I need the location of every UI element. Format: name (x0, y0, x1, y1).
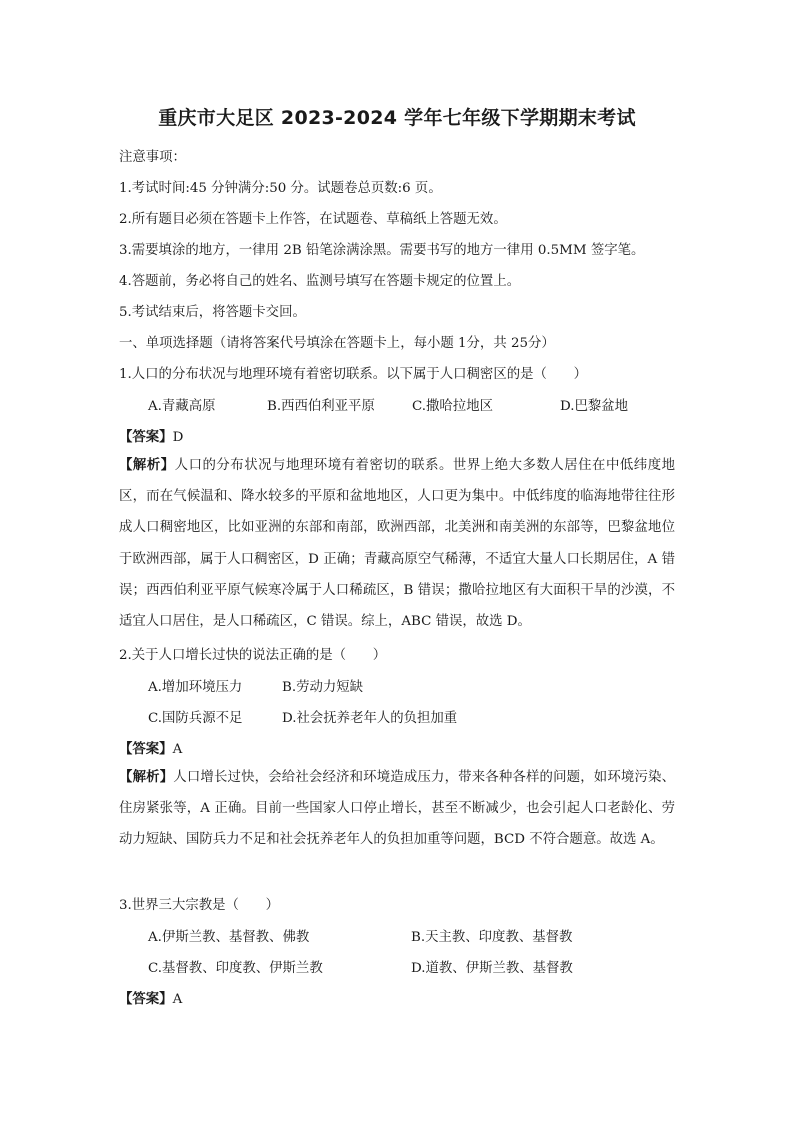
question-stem: 2.关于人口增长过快的说法正确的是（ ） (119, 648, 387, 663)
question-stem: 3.世界三大宗教是（ ） (119, 898, 280, 913)
section-heading: 一、单项选择题（请将答案代号填涂在答题卡上，每小题 1分，共 25分） (119, 336, 555, 351)
option-a: A.增加环境压力 (148, 680, 243, 695)
answer-value: A (172, 992, 183, 1007)
notice-item: 4.答题前，务必将自己的姓名、监测号填写在答题卡规定的位置上。 (119, 274, 521, 289)
answer-line (119, 738, 679, 757)
option-a: A.青藏高原 (148, 399, 216, 414)
option-c: C.基督教、印度教、伊斯兰教 (148, 961, 323, 976)
answer-tag: 【答案】 (119, 992, 173, 1007)
notice-item: 1.考试时间:45 分钟满分:50 分。试题卷总页数:6 页。 (119, 181, 442, 196)
option-d: D.道教、伊斯兰教、基督教 (411, 961, 573, 976)
analysis-text: 人口的分布状况与地理环境有着密切的联系。世界上绝大多数人居住在中低纬度地区，而在气候温和、降水较多的平原和盆地地区，人口更为集中。中低纬度的临海地带往往形成人口稠密地区，比如亚洲的东部和南部，欧洲西部，北美洲和南美洲的东部等，巴黎盆地位于欧洲西部，属于人口稠密区，D 正确；青藏高原空气稀薄，不适宜大量人口长期居住，A 错误；西西伯利亚平原气候寒冷属于人口稀疏区，B 错误；撒哈拉地区有大面积干旱的沙漠，不适宜人口居住，是人口稀疏区，C 错误。综上，ABC 错误，故选 D。 (119, 458, 676, 630)
option-d: D.巴黎盆地 (560, 399, 629, 414)
option-b: B.西西伯利亚平原 (267, 399, 375, 414)
answer-tag: 【答案】 (119, 430, 173, 445)
answer-line (119, 988, 679, 1007)
answer-value: A (172, 742, 183, 757)
answer-line (119, 426, 679, 445)
analysis-tag: 【解析】 (119, 770, 174, 785)
question-stem: 1.人口的分布状况与地理环境有着密切联系。以下属于人口稠密区的是（ ） (119, 367, 588, 382)
notice-heading: 注意事项： (119, 150, 186, 165)
analysis-text: 人口增长过快，会给社会经济和环境造成压力，带来各种各样的问题，如环境污染、住房紧张等，A 正确。目前一些国家人口停止增长，甚至不断减少，也会引起人口老龄化、劳动力短缺、国防兵力不足和社会抚养老年人的负担加重等问题，BCD 不符合题意。故选 A。 (119, 770, 676, 848)
option-a: A.伊斯兰教、基督教、佛教 (148, 930, 310, 945)
notice-item: 5.考试结束后，将答题卡交回。 (119, 305, 306, 320)
page-title: 重庆市大足区 2023-2024 学年七年级下学期期末考试 (158, 107, 636, 129)
notice-item: 2.所有题目必须在答题卡上作答，在试题卷、草稿纸上答题无效。 (119, 212, 507, 227)
option-c: C.国防兵源不足 (148, 711, 243, 726)
answer-value: D (172, 430, 184, 445)
analysis-tag: 【解析】 (119, 458, 175, 473)
analysis-paragraph (119, 450, 675, 637)
option-b: B.天主教、印度教、基督教 (411, 930, 573, 945)
option-d: D.社会抚养老年人的负担加重 (282, 711, 458, 726)
analysis-paragraph (119, 762, 675, 856)
answer-tag: 【答案】 (119, 742, 173, 757)
option-b: B.劳动力短缺 (282, 680, 364, 695)
notice-item: 3.需要填涂的地方，一律用 2B 铅笔涂满涂黑。需要书写的地方一律用 0.5MM 签字笔。 (119, 243, 645, 258)
option-c: C.撒哈拉地区 (412, 399, 493, 414)
